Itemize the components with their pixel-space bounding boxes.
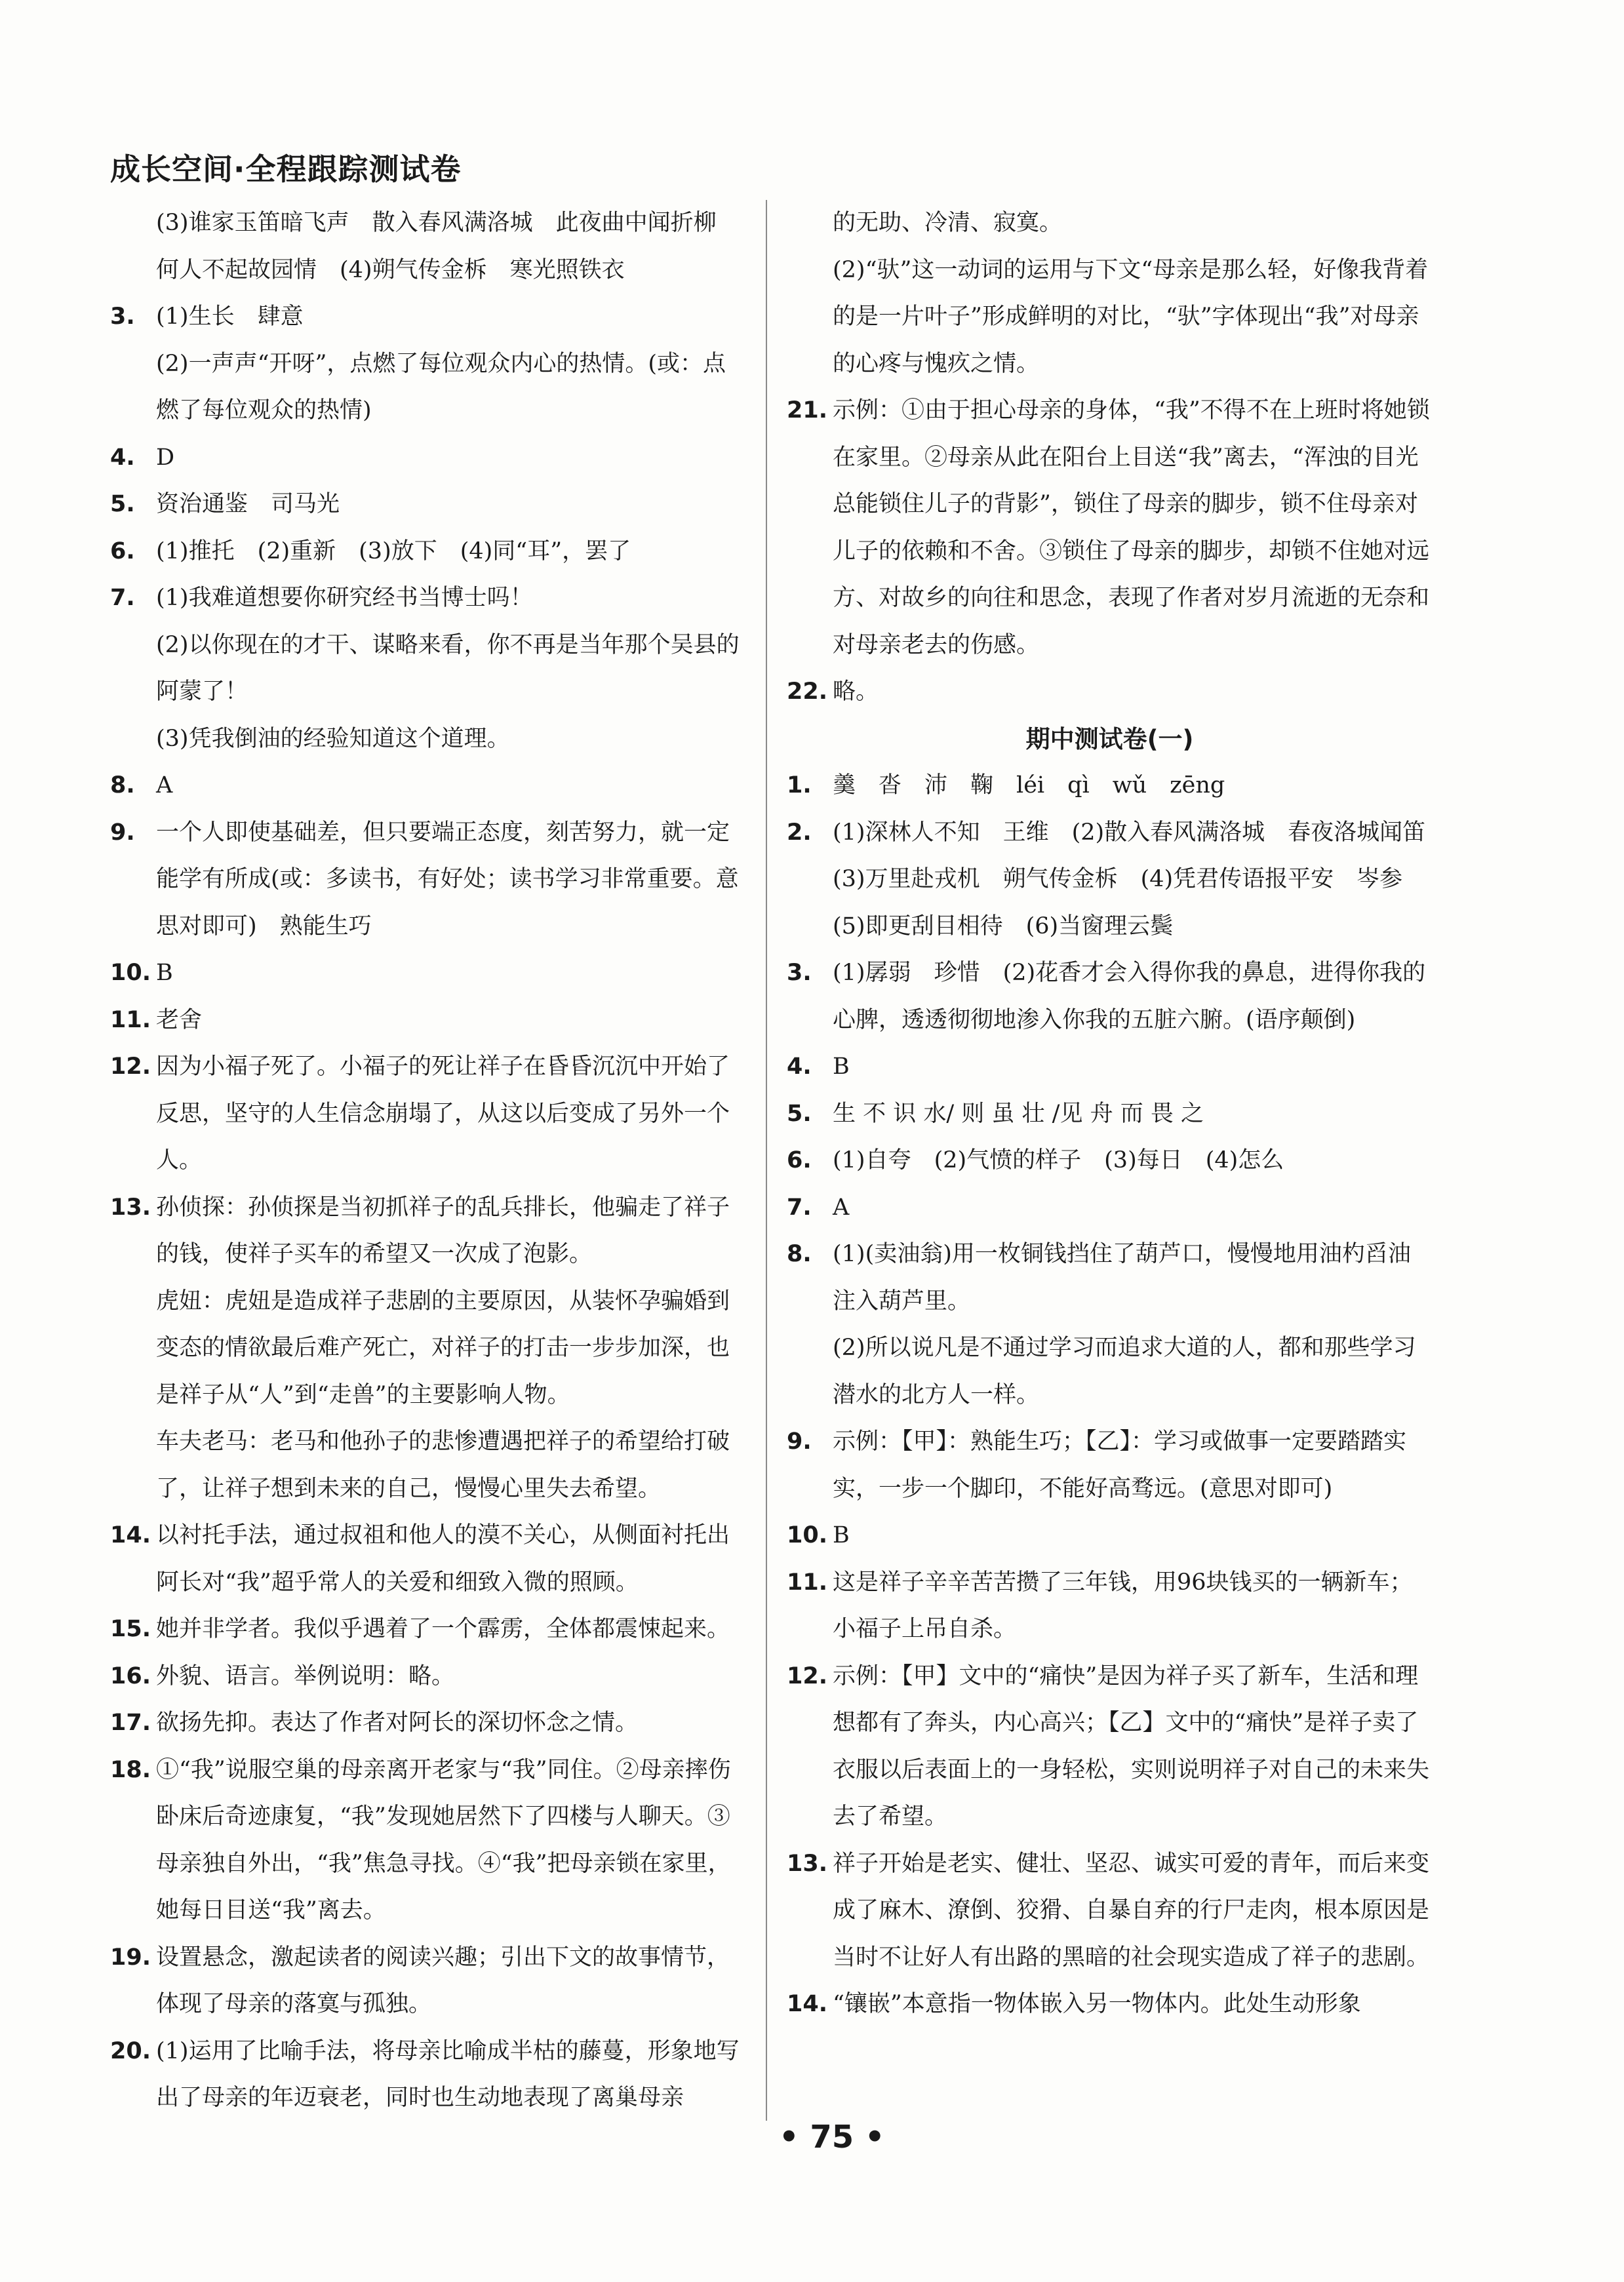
answer-text: “镶嵌”本意指一物体嵌入另一物体内。此处生动形象	[833, 1991, 1361, 2017]
item-number: 8.	[787, 1241, 812, 1267]
answer-item	[787, 1653, 1433, 1841]
left-column	[110, 200, 745, 2122]
answer-item	[787, 1560, 1433, 1653]
answer-item	[787, 1231, 1433, 1419]
item-number: 7.	[110, 585, 135, 611]
answer-item	[110, 950, 745, 997]
answer-text: (3)谁家玉笛暗飞声 散入春风满洛城 此夜曲中闻折柳	[156, 210, 717, 236]
answer-item	[110, 528, 745, 576]
answer-item	[110, 294, 745, 435]
item-number: 4.	[787, 1053, 812, 1080]
item-number: 14.	[787, 1991, 828, 2017]
item-number: 3.	[110, 304, 135, 330]
item-number: 21.	[787, 397, 828, 423]
page-header: 成长空间·全程跟踪测试卷	[110, 151, 462, 187]
answer-text: 羹 沓 沛 鞠 léi qì wǔ zēng	[833, 772, 1225, 798]
answer-item	[110, 435, 745, 482]
answer-text: 欲扬先抑。表达了作者对阿长的深切怀念之情。	[156, 1710, 639, 1736]
item-number: 2.	[787, 819, 812, 846]
answer-item	[110, 2028, 745, 2122]
answer-text: (1)孱弱 珍惜 (2)花香才会入得你我的鼻息，进得你我的心脾，透透彻彻地渗入你我的五脏六腑。(语序颠倒)	[833, 960, 1426, 1033]
item-number: 11.	[110, 1006, 151, 1033]
item-number: 22.	[787, 679, 828, 705]
answer-item	[110, 762, 745, 810]
item-number: 10.	[787, 1522, 828, 1548]
answer-text: 示例：【甲】：熟能生巧；【乙】：学习或做事一定要踏踏实实，一步一个脚印，不能好高骛远。(意思对即可)	[833, 1428, 1407, 1502]
answer-text: B	[156, 960, 173, 986]
answer-item	[787, 669, 1433, 716]
item-number: 11.	[787, 1569, 828, 1596]
right-column	[787, 200, 1449, 2028]
answer-text: (2)一声声“开呀”，点燃了每位观众内心的热情。(或：点燃了每位观众的热情)	[156, 350, 726, 423]
answer-text: B	[833, 1522, 850, 1548]
answer-text: 示例：①由于担心母亲的身体，“我”不得不在上班时将她锁在家里。②母亲从此在阳台上目送“我”离去，“浑浊的目光总能锁住儿子的背影”，锁住了母亲的脚步，锁不住母亲对儿子的依赖和不舍。③锁住了母亲的脚步，却锁不住她对远方、对故乡的向往和思念，表现了作者对岁月流逝的无奈和对母亲老去的伤感。	[833, 397, 1430, 658]
column-divider	[766, 200, 767, 2121]
answer-text: (1)推托 (2)重新 (3)放下 (4)同“耳”，罢了	[156, 538, 631, 564]
answer-text: 孙侦探：孙侦探是当初抓祥子的乱兵排长，他骗走了祥子的钱，使祥子买车的希望又一次成了泡影。	[156, 1194, 730, 1267]
answer-item	[787, 950, 1433, 1044]
answer-text: 老舍	[156, 1006, 203, 1033]
answer-text: (1)我难道想要你研究经书当博士吗！	[156, 585, 533, 611]
answer-text: 虎妞：虎妞是造成祥子悲剧的主要原因，从装怀孕骗婚到变态的情欲最后难产死亡，对祥子的打击一步步加深，也是祥子从“人”到“走兽”的主要影响人物。	[156, 1288, 730, 1408]
answer-text: 祥子开始是老实、健壮、坚忍、诚实可爱的青年，而后来变成了麻木、潦倒、狡猾、自暴自弃的行尸走肉，根本原因是当时不让好人有出路的黑暗的社会现实造成了祥子的悲剧。	[833, 1850, 1430, 1971]
answer-text: 车夫老马：老马和他孙子的悲惨遭遇把祥子的希望给打破了，让祥子想到未来的自己，慢慢心里失去希望。	[156, 1428, 730, 1502]
answer-text: 何人不起故园情 (4)朔气传金柝 寒光照铁衣	[156, 256, 625, 283]
answer-item	[787, 810, 1449, 951]
answer-text: A	[156, 772, 173, 798]
answer-item	[110, 1935, 745, 2028]
answer-item	[787, 1512, 1433, 1560]
answer-item	[787, 200, 1433, 387]
answer-item	[110, 200, 745, 294]
section-title: 期中测试卷(一)	[1025, 724, 1194, 753]
item-number: 4.	[110, 444, 135, 471]
answer-item	[787, 1091, 1433, 1138]
item-number: 9.	[787, 1428, 812, 1455]
answer-text: 这是祥子辛辛苦苦攒了三年钱，用96块钱买的一辆新车；小福子上吊自杀。	[833, 1569, 1413, 1642]
item-number: 14.	[110, 1522, 151, 1548]
item-number: 13.	[787, 1850, 828, 1877]
item-number: 12.	[110, 1053, 151, 1080]
answer-item	[787, 1841, 1433, 1982]
item-number: 15.	[110, 1616, 151, 1642]
page-number: • 75 •	[779, 2119, 885, 2155]
item-number: 5.	[787, 1100, 812, 1127]
right-column-top	[787, 200, 1433, 716]
answer-item	[110, 1747, 745, 1935]
answer-text: (2)以你现在的才干、谋略来看，你不再是当年那个吴县的阿蒙了！	[156, 631, 740, 705]
answer-item	[110, 1512, 745, 1606]
answer-text: (3)凭我倒油的经验知道这个道理。	[156, 725, 510, 752]
answer-item	[787, 1044, 1433, 1091]
answer-item	[787, 1185, 1433, 1232]
answer-text: 一个人即使基础差，但只要端正态度，刻苦努力，就一定能学有所成(或：多读书，有好处；读书学习非常重要。意思对即可) 熟能生巧	[156, 819, 739, 939]
item-number: 16.	[110, 1662, 151, 1689]
answer-item	[787, 1137, 1433, 1185]
item-number: 13.	[110, 1194, 151, 1221]
answer-text: 略。	[833, 679, 879, 705]
answer-text: 以衬托手法，通过叔祖和他人的漠不关心，从侧面衬托出阿长对“我”超乎常人的关爱和细致入微的照顾。	[156, 1522, 730, 1596]
answer-text: 生 不 识 水/ 则 虽 壮 /见 舟 而 畏 之	[833, 1100, 1204, 1127]
answer-text: A	[833, 1194, 850, 1221]
answer-item	[787, 1981, 1433, 2028]
answer-item	[110, 810, 745, 951]
answer-text: B	[833, 1053, 850, 1080]
answer-text: 的无助、冷清、寂寞。	[833, 210, 1063, 236]
item-number: 19.	[110, 1944, 151, 1971]
item-number: 6.	[110, 538, 135, 564]
answer-item	[110, 997, 745, 1044]
answer-text: (1)运用了比喻手法，将母亲比喻成半枯的藤蔓，形象地写出了母亲的年迈衰老，同时也生动地表现了离巢母亲	[156, 2037, 740, 2111]
answer-text: (1)自夸 (2)气愤的样子 (3)每日 (4)怎么	[833, 1147, 1284, 1173]
answer-item	[110, 1700, 745, 1747]
answer-text: 资治通鉴 司马光	[156, 491, 340, 517]
item-number: 3.	[787, 960, 812, 986]
answer-text: 示例：【甲】文中的“痛快”是因为祥子买了新车，生活和理想都有了奔头，内心高兴；【乙】文中的“痛快”是祥子卖了衣服以后表面上的一身轻松，实则说明祥子对自己的未来失去了希望。	[833, 1662, 1430, 1830]
answer-text: 因为小福子死了。小福子的死让祥子在昏昏沉沉中开始了反思，坚守的人生信念崩塌了，从这以后变成了另外一个人。	[156, 1053, 730, 1173]
item-number: 7.	[787, 1194, 812, 1221]
answer-text: D	[156, 444, 175, 471]
item-number: 8.	[110, 772, 135, 798]
item-number: 12.	[787, 1662, 828, 1689]
item-number: 1.	[787, 772, 812, 798]
answer-item	[787, 762, 1433, 810]
item-number: 17.	[110, 1710, 151, 1736]
answer-text: (1)生长 肆意	[156, 304, 304, 330]
item-number: 20.	[110, 2037, 151, 2064]
answer-item	[787, 387, 1433, 669]
item-number: 18.	[110, 1756, 151, 1783]
answer-item	[110, 1185, 745, 1513]
answer-text: (1)(卖油翁)用一枚铜钱挡住了葫芦口，慢慢地用油杓舀油注入葫芦里。	[833, 1241, 1411, 1314]
item-number: 6.	[787, 1147, 812, 1173]
item-number: 10.	[110, 960, 151, 986]
answer-text: (1)深林人不知 王维 (2)散入春风满洛城 春夜洛城闻笛 (3)万里赴戎机 朔气传金柝 (4)凭君传语报平安 岑参 (5)即更刮目相待 (6)当窗理云鬓	[833, 819, 1449, 939]
answer-text: 她并非学者。我似乎遇着了一个霹雳，全体都震悚起来。	[156, 1616, 730, 1642]
answer-item	[110, 481, 745, 528]
answer-item	[787, 1419, 1433, 1512]
answer-text: ①“我”说服空巢的母亲离开老家与“我”同住。②母亲摔伤卧床后奇迹康复，“我”发现她居然下了四楼与人聊天。③母亲独自外出，“我”焦急寻找。④“我”把母亲锁在家里，她每日目送“我”离去。	[156, 1756, 731, 1923]
item-number: 5.	[110, 491, 135, 517]
answer-item	[110, 1606, 745, 1653]
answer-text: (2)“驮”这一动词的运用与下文“母亲是那么轻，好像我背着的是一片叶子”形成鲜明的对比，“驮”字体现出“我”对母亲的心疼与愧疚之情。	[833, 256, 1429, 377]
answer-item	[110, 575, 745, 762]
answer-item	[110, 1653, 745, 1701]
right-column-bottom	[787, 762, 1449, 2028]
item-number: 9.	[110, 819, 135, 846]
answer-item	[110, 1044, 745, 1185]
answer-text: (2)所以说凡是不通过学习而追求大道的人，都和那些学习潜水的北方人一样。	[833, 1335, 1416, 1408]
answer-text: 设置悬念，激起读者的阅读兴趣；引出下文的故事情节，体现了母亲的落寞与孤独。	[156, 1944, 730, 2017]
answer-text: 外貌、语言。举例说明：略。	[156, 1662, 455, 1689]
